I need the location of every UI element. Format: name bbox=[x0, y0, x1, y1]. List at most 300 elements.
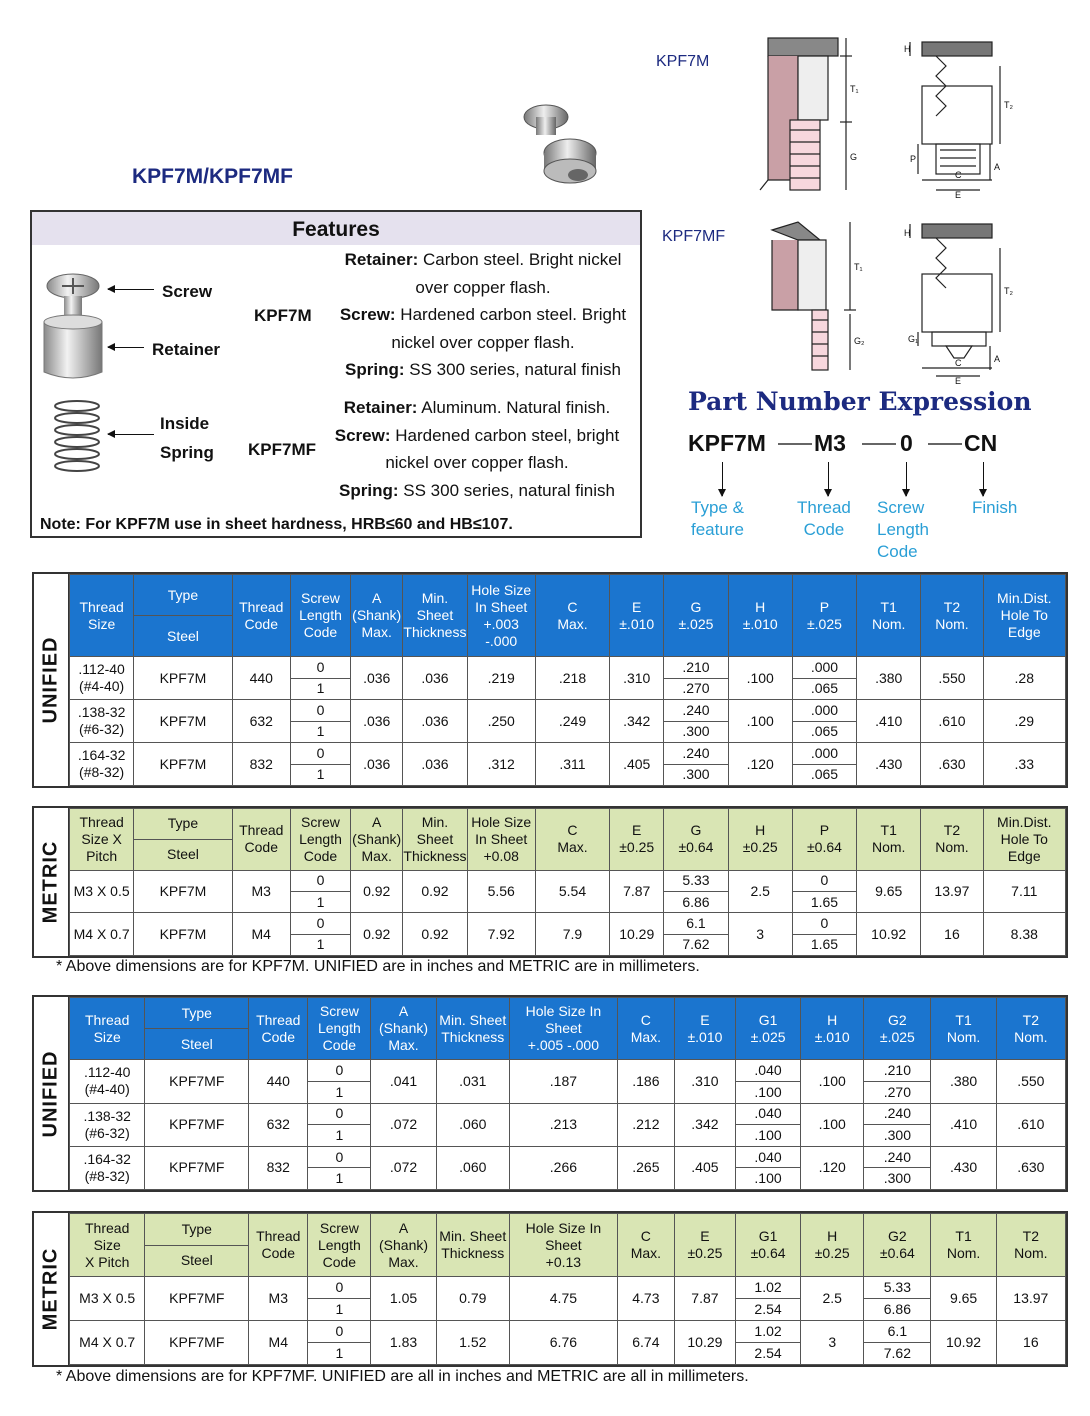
split-cell-top: .210 bbox=[864, 1060, 931, 1082]
table-cell: .031 bbox=[436, 1060, 509, 1103]
split-cell-top: 0 bbox=[308, 1146, 371, 1168]
split-cell-bottom: 1 bbox=[308, 1343, 371, 1365]
table-cell: .29 bbox=[983, 700, 1065, 743]
dim-t1-mf: T₁ bbox=[854, 262, 863, 272]
column-header: T1 Nom. bbox=[931, 1214, 996, 1277]
table-cell: 440 bbox=[249, 1060, 308, 1103]
table-cell: 2.5 bbox=[801, 1277, 864, 1321]
kpf7m-dimensions-note: * Above dimensions are for KPF7M. UNIFIED are in inches and METRIC are in millimeters. bbox=[56, 958, 700, 975]
split-cell-top: 0 bbox=[290, 870, 350, 891]
retainer-arrow bbox=[108, 347, 144, 348]
table-row bbox=[70, 657, 1066, 678]
column-header: A (Shank) Max. bbox=[371, 1214, 436, 1277]
split-cell-top: 0 bbox=[308, 1103, 371, 1125]
split-cell-top: 0 bbox=[308, 1321, 371, 1343]
split-cell-top: 5.33 bbox=[864, 1277, 931, 1299]
dim-h-mf: H bbox=[904, 228, 911, 238]
feature-line bbox=[324, 422, 630, 450]
split-cell-top: 0 bbox=[792, 913, 856, 934]
feature-line-text: nickel over copper flash. bbox=[391, 332, 575, 352]
pn-label-line: Thread bbox=[797, 498, 851, 517]
split-cell-top: .000 bbox=[792, 657, 856, 678]
split-cell-top: 0 bbox=[792, 870, 856, 891]
table-cell: 5.54 bbox=[535, 870, 609, 913]
table-cell: 1.83 bbox=[371, 1321, 436, 1365]
split-cell-top: 0 bbox=[290, 743, 350, 764]
table-cell: .250 bbox=[467, 700, 535, 743]
column-header: Min.Dist. Hole To Edge bbox=[983, 575, 1065, 657]
feature-line bbox=[324, 477, 630, 505]
column-header: Thread Code bbox=[249, 998, 308, 1060]
feature-line-key: Retainer: bbox=[344, 250, 419, 269]
column-header: Min. Sheet Thickness bbox=[403, 575, 467, 657]
header-row bbox=[70, 998, 1066, 1029]
dim-c: C bbox=[955, 170, 962, 180]
table-cell: M3 X 0.5 bbox=[70, 1277, 145, 1321]
pn-arrow bbox=[983, 462, 984, 496]
table-side-label bbox=[34, 574, 69, 786]
table-side-label bbox=[34, 1213, 69, 1365]
table-cell: .100 bbox=[728, 657, 792, 700]
table-cell: KPF7MF bbox=[145, 1103, 249, 1146]
table-cell: 0.79 bbox=[436, 1277, 509, 1321]
table-cell: .036 bbox=[403, 700, 467, 743]
split-cell-top: .240 bbox=[664, 700, 728, 721]
column-header: Screw Length Code bbox=[290, 809, 350, 871]
table-side-text: METRIC bbox=[39, 1247, 62, 1331]
table-cell: .120 bbox=[728, 743, 792, 786]
column-header: T2 Nom. bbox=[996, 998, 1065, 1060]
table-cell: .311 bbox=[535, 743, 609, 786]
table-row bbox=[70, 870, 1066, 891]
table-cell: 16 bbox=[921, 913, 983, 956]
kpf7m-description bbox=[330, 246, 636, 384]
table-cell: KPF7MF bbox=[145, 1060, 249, 1103]
column-header: T1 Nom. bbox=[857, 575, 921, 657]
table-cell: .138-32 (#6-32) bbox=[70, 700, 134, 743]
table-cell: .610 bbox=[921, 700, 983, 743]
table-cell: .380 bbox=[857, 657, 921, 700]
table-cell: .138-32 (#6-32) bbox=[70, 1103, 145, 1146]
kpf7mf-unified-table bbox=[32, 995, 1068, 1192]
table-cell: KPF7M bbox=[134, 657, 232, 700]
split-cell-bottom: 1.65 bbox=[792, 934, 856, 955]
table-cell: 7.87 bbox=[610, 870, 664, 913]
kpf7m-code: KPF7M bbox=[254, 306, 312, 325]
spec-table bbox=[69, 574, 1066, 786]
feature-line bbox=[330, 274, 636, 302]
split-cell-top: .000 bbox=[792, 743, 856, 764]
split-cell-top: 0 bbox=[290, 700, 350, 721]
column-header: Hole Size In Sheet +0.08 bbox=[467, 809, 535, 871]
kpf7mf-metric-table bbox=[32, 1211, 1068, 1367]
pn-label-line: Finish bbox=[972, 498, 1018, 517]
table-cell: 632 bbox=[232, 700, 290, 743]
table-cell: .112-40 (#4-40) bbox=[70, 657, 134, 700]
table-cell: .036 bbox=[403, 657, 467, 700]
header-type-steel: Steel bbox=[134, 839, 232, 870]
table-cell: .218 bbox=[535, 657, 609, 700]
column-header: C Max. bbox=[617, 998, 674, 1060]
column-header: E ±0.25 bbox=[610, 809, 664, 871]
kpf7m-unified-table bbox=[32, 572, 1068, 788]
feature-line bbox=[330, 329, 636, 357]
column-header: E ±.010 bbox=[610, 575, 664, 657]
table-row bbox=[70, 1146, 1066, 1168]
table-cell: .249 bbox=[535, 700, 609, 743]
features-note: Note: For KPF7M use in sheet hardness, HRB≤60 and HB≤107. bbox=[40, 516, 513, 533]
table-cell: M4 bbox=[232, 913, 290, 956]
split-cell-top: 0 bbox=[290, 657, 350, 678]
table-row bbox=[70, 743, 1066, 764]
column-header: T1 Nom. bbox=[857, 809, 921, 871]
screw-retainer-image bbox=[40, 272, 106, 384]
table-cell: .036 bbox=[403, 743, 467, 786]
table-cell: .036 bbox=[351, 700, 403, 743]
table-cell: .213 bbox=[509, 1103, 617, 1146]
column-header: Min.Dist. Hole To Edge bbox=[983, 809, 1065, 871]
split-cell-top: 0 bbox=[290, 913, 350, 934]
kpf7mf-code: KPF7MF bbox=[248, 440, 316, 459]
column-header: Hole Size In Sheet +0.13 bbox=[509, 1214, 617, 1277]
table-cell: .430 bbox=[857, 743, 921, 786]
split-cell-bottom: .100 bbox=[735, 1125, 800, 1147]
split-cell-top: 6.1 bbox=[864, 1321, 931, 1343]
label-spring: Spring bbox=[160, 443, 214, 462]
diagram-label-kpf7mf: KPF7MF bbox=[662, 228, 726, 245]
screw-arrow bbox=[108, 289, 154, 290]
pn-label-finish bbox=[972, 497, 1017, 519]
table-cell: 8.38 bbox=[983, 913, 1065, 956]
column-header: Thread Size X Pitch bbox=[70, 1214, 145, 1277]
header-type: Type bbox=[145, 1214, 249, 1246]
table-row bbox=[70, 1103, 1066, 1125]
dim-t1: T₁ bbox=[850, 84, 859, 94]
table-row bbox=[70, 700, 1066, 721]
table-cell: 10.92 bbox=[931, 1321, 996, 1365]
split-cell-top: .040 bbox=[735, 1146, 800, 1168]
label-retainer: Retainer bbox=[152, 340, 221, 359]
column-header: G1 ±0.64 bbox=[735, 1214, 800, 1277]
split-cell-bottom: 2.54 bbox=[735, 1299, 800, 1321]
table-cell: 6.76 bbox=[509, 1321, 617, 1365]
dim-t2-mf: T₂ bbox=[1004, 286, 1013, 296]
table-cell: .072 bbox=[371, 1103, 436, 1146]
column-header: Min. Sheet Thickness bbox=[403, 809, 467, 871]
split-cell-bottom: 1 bbox=[308, 1168, 371, 1190]
label-screw: Screw bbox=[162, 282, 213, 301]
table-cell: 832 bbox=[249, 1146, 308, 1189]
pn-code-finish: CN bbox=[964, 430, 998, 456]
table-cell: .100 bbox=[728, 700, 792, 743]
dim-e: E bbox=[955, 190, 962, 200]
table-cell: 16 bbox=[996, 1321, 1065, 1365]
split-cell-top: .240 bbox=[864, 1146, 931, 1168]
pn-label-length bbox=[877, 497, 929, 563]
column-header: Thread Code bbox=[232, 809, 290, 871]
feature-line-text: Carbon steel. Bright nickel bbox=[418, 250, 622, 269]
table-cell: KPF7M bbox=[134, 870, 232, 913]
feature-line-key: Screw: bbox=[339, 305, 396, 324]
column-header: Screw Length Code bbox=[290, 575, 350, 657]
table-cell: .212 bbox=[617, 1103, 674, 1146]
pn-dash bbox=[778, 443, 812, 445]
table-cell: 1.05 bbox=[371, 1277, 436, 1321]
pn-label-thread bbox=[797, 497, 851, 541]
feature-line-text: Hardened carbon steel. Bright bbox=[395, 305, 627, 324]
dim-p: P bbox=[910, 154, 917, 164]
kpf7mf-drawing bbox=[750, 210, 1030, 385]
header-type: Type bbox=[134, 809, 232, 840]
table-cell: 13.97 bbox=[996, 1277, 1065, 1321]
table-cell: .120 bbox=[801, 1146, 864, 1189]
split-cell-bottom: 1 bbox=[290, 934, 350, 955]
column-header: Screw Length Code bbox=[308, 998, 371, 1060]
column-header: P ±0.64 bbox=[792, 809, 856, 871]
table-cell: .610 bbox=[996, 1103, 1065, 1146]
table-cell: .187 bbox=[509, 1060, 617, 1103]
column-header: E ±.010 bbox=[674, 998, 735, 1060]
table-cell: .312 bbox=[467, 743, 535, 786]
feature-line-key: Spring: bbox=[345, 360, 405, 379]
table-cell: KPF7MF bbox=[145, 1321, 249, 1365]
column-header: Thread Code bbox=[232, 575, 290, 657]
split-cell-bottom: .270 bbox=[864, 1081, 931, 1103]
pn-code-thread: M3 bbox=[814, 430, 846, 456]
table-cell: 0.92 bbox=[403, 913, 467, 956]
dim-g1-mf: G₁ bbox=[908, 334, 919, 344]
split-cell-bottom: .065 bbox=[792, 678, 856, 699]
table-cell: 10.29 bbox=[674, 1321, 735, 1365]
split-cell-top: 0 bbox=[308, 1277, 371, 1299]
pn-label-line: feature bbox=[691, 520, 744, 539]
table-cell: .550 bbox=[921, 657, 983, 700]
features-box bbox=[30, 210, 642, 538]
dim-g2-mf: G₂ bbox=[854, 336, 865, 346]
column-header: H ±0.25 bbox=[728, 809, 792, 871]
split-cell-top: 5.33 bbox=[664, 870, 728, 891]
table-cell: 9.65 bbox=[857, 870, 921, 913]
split-cell-bottom: .065 bbox=[792, 721, 856, 742]
table-cell: 7.87 bbox=[674, 1277, 735, 1321]
table-cell: M3 X 0.5 bbox=[70, 870, 134, 913]
table-cell: .405 bbox=[674, 1146, 735, 1189]
split-cell-bottom: 2.54 bbox=[735, 1343, 800, 1365]
dim-g: G bbox=[850, 152, 858, 162]
pn-code-length: 0 bbox=[900, 430, 913, 456]
column-header: G1 ±.025 bbox=[735, 998, 800, 1060]
feature-line-text: Hardened carbon steel, bright bbox=[390, 425, 620, 445]
table-side-label bbox=[34, 808, 69, 956]
table-cell: M4 bbox=[249, 1321, 308, 1365]
dim-a: A bbox=[994, 162, 1001, 172]
table-row bbox=[70, 1060, 1066, 1082]
column-header: Min. Sheet Thickness bbox=[436, 998, 509, 1060]
header-type: Type bbox=[145, 998, 249, 1029]
column-header: G ±.025 bbox=[664, 575, 728, 657]
column-header: A (Shank) Max. bbox=[351, 575, 403, 657]
feature-line-text: nickel over copper flash. bbox=[385, 453, 569, 472]
split-cell-bottom: .300 bbox=[664, 721, 728, 742]
table-cell: .28 bbox=[983, 657, 1065, 700]
table-cell: .060 bbox=[436, 1146, 509, 1189]
dim-h: H bbox=[904, 44, 911, 54]
table-row bbox=[70, 1321, 1066, 1343]
feature-line bbox=[330, 301, 636, 329]
feature-line-text: Aluminum. Natural finish. bbox=[417, 398, 611, 417]
column-header: Thread Size bbox=[70, 575, 134, 657]
column-header: C Max. bbox=[535, 575, 609, 657]
table-cell: .550 bbox=[996, 1060, 1065, 1103]
column-header: G ±0.64 bbox=[664, 809, 728, 871]
column-header: A (Shank) Max. bbox=[371, 998, 436, 1060]
header-type-steel: Steel bbox=[134, 616, 232, 657]
split-cell-top: 1.02 bbox=[735, 1277, 800, 1299]
split-cell-bottom: 6.86 bbox=[664, 891, 728, 912]
table-cell: KPF7MF bbox=[145, 1277, 249, 1321]
table-cell: 1.52 bbox=[436, 1321, 509, 1365]
table-cell: .310 bbox=[610, 657, 664, 700]
feature-line bbox=[324, 394, 630, 422]
split-cell-bottom: 7.62 bbox=[864, 1343, 931, 1365]
table-cell: .036 bbox=[351, 657, 403, 700]
table-cell: 7.9 bbox=[535, 913, 609, 956]
table-cell: .266 bbox=[509, 1146, 617, 1189]
features-heading: Features bbox=[32, 212, 640, 245]
table-cell: 4.73 bbox=[617, 1277, 674, 1321]
split-cell-bottom: 1 bbox=[290, 764, 350, 785]
table-cell: .164-32 (#8-32) bbox=[70, 743, 134, 786]
dim-c-mf: C bbox=[955, 358, 962, 368]
pn-label-line: Code bbox=[803, 520, 845, 539]
table-cell: 7.92 bbox=[467, 913, 535, 956]
spec-table bbox=[69, 1213, 1066, 1365]
table-cell: .100 bbox=[801, 1060, 864, 1103]
column-header: T2 Nom. bbox=[921, 809, 983, 871]
split-cell-top: 6.1 bbox=[664, 913, 728, 934]
split-cell-top: .240 bbox=[864, 1103, 931, 1125]
kpf7mf-dimensions-note: * Above dimensions are for KPF7MF. UNIFIED are all in inches and METRIC are all in millimeters. bbox=[56, 1368, 749, 1385]
column-header: P ±.025 bbox=[792, 575, 856, 657]
table-cell: M4 X 0.7 bbox=[70, 1321, 145, 1365]
column-header: Screw Length Code bbox=[308, 1214, 371, 1277]
kpf7m-drawing bbox=[750, 30, 1030, 205]
column-header: Thread Size X Pitch bbox=[70, 809, 134, 871]
table-cell: .630 bbox=[921, 743, 983, 786]
table-cell: 3 bbox=[728, 913, 792, 956]
table-cell: 4.75 bbox=[509, 1277, 617, 1321]
product-photo bbox=[508, 95, 608, 190]
split-cell-bottom: 1 bbox=[308, 1125, 371, 1147]
column-header: Thread Code bbox=[249, 1214, 308, 1277]
table-cell: 0.92 bbox=[351, 913, 403, 956]
pn-arrow bbox=[906, 462, 907, 496]
split-cell-top: 0 bbox=[308, 1060, 371, 1082]
column-header: H ±.010 bbox=[801, 998, 864, 1060]
column-header: C Max. bbox=[535, 809, 609, 871]
pn-dash bbox=[928, 443, 962, 445]
table-cell: KPF7MF bbox=[145, 1146, 249, 1189]
table-cell: 13.97 bbox=[921, 870, 983, 913]
pn-label-line: Code bbox=[877, 542, 918, 561]
table-cell: .219 bbox=[467, 657, 535, 700]
table-cell: .630 bbox=[996, 1146, 1065, 1189]
dim-e-mf: E bbox=[955, 376, 962, 385]
table-cell: .310 bbox=[674, 1060, 735, 1103]
diagram-label-kpf7m: KPF7M bbox=[656, 53, 710, 70]
feature-line bbox=[324, 449, 630, 477]
table-cell: M4 X 0.7 bbox=[70, 913, 134, 956]
table-row bbox=[70, 913, 1066, 934]
dim-t2: T₂ bbox=[1004, 100, 1013, 110]
column-header: H ±0.25 bbox=[801, 1214, 864, 1277]
spec-table bbox=[69, 808, 1066, 956]
split-cell-bottom: .100 bbox=[735, 1081, 800, 1103]
header-type-steel: Steel bbox=[145, 1245, 249, 1277]
table-cell: .405 bbox=[610, 743, 664, 786]
split-cell-bottom: 1 bbox=[290, 678, 350, 699]
column-header: G2 ±0.64 bbox=[864, 1214, 931, 1277]
table-cell: 5.56 bbox=[467, 870, 535, 913]
table-cell: 440 bbox=[232, 657, 290, 700]
table-cell: 2.5 bbox=[728, 870, 792, 913]
split-cell-top: .210 bbox=[664, 657, 728, 678]
table-cell: .186 bbox=[617, 1060, 674, 1103]
table-cell: 10.92 bbox=[857, 913, 921, 956]
table-cell: 7.11 bbox=[983, 870, 1065, 913]
split-cell-bottom: 6.86 bbox=[864, 1299, 931, 1321]
split-cell-bottom: 1 bbox=[308, 1081, 371, 1103]
column-header: Thread Size bbox=[70, 998, 145, 1060]
column-header: T2 Nom. bbox=[996, 1214, 1065, 1277]
split-cell-bottom: .300 bbox=[864, 1168, 931, 1190]
split-cell-top: .000 bbox=[792, 700, 856, 721]
split-cell-bottom: .065 bbox=[792, 764, 856, 785]
column-header: Hole Size In Sheet +.005 -.000 bbox=[509, 998, 617, 1060]
column-header: Hole Size In Sheet +.003 -.000 bbox=[467, 575, 535, 657]
table-cell: .342 bbox=[674, 1103, 735, 1146]
pn-arrow bbox=[722, 462, 723, 496]
split-cell-top: .240 bbox=[664, 743, 728, 764]
kpf7mf-description bbox=[324, 394, 630, 504]
header-row bbox=[70, 1214, 1066, 1246]
pn-code-type: KPF7M bbox=[688, 430, 766, 456]
feature-line-key: Retainer: bbox=[343, 398, 418, 417]
spring-image bbox=[50, 398, 104, 474]
table-cell: .410 bbox=[857, 700, 921, 743]
split-cell-top: .040 bbox=[735, 1060, 800, 1082]
column-header: A (Shank) Max. bbox=[351, 809, 403, 871]
split-cell-bottom: .300 bbox=[864, 1125, 931, 1147]
pn-label-line: Type & bbox=[691, 498, 744, 517]
table-side-text: UNIFIED bbox=[39, 636, 62, 724]
pn-dash bbox=[862, 443, 896, 445]
split-cell-bottom: 7.62 bbox=[664, 934, 728, 955]
label-inside: Inside bbox=[160, 414, 210, 433]
feature-line bbox=[330, 356, 636, 384]
split-cell-bottom: 1.65 bbox=[792, 891, 856, 912]
pn-arrow bbox=[828, 462, 829, 496]
table-cell: .072 bbox=[371, 1146, 436, 1189]
table-cell: 0.92 bbox=[403, 870, 467, 913]
split-cell-bottom: .300 bbox=[664, 764, 728, 785]
table-cell: 6.74 bbox=[617, 1321, 674, 1365]
split-cell-bottom: .270 bbox=[664, 678, 728, 699]
dim-a-mf: A bbox=[994, 354, 1001, 364]
table-cell: .036 bbox=[351, 743, 403, 786]
table-cell: 10.29 bbox=[610, 913, 664, 956]
split-cell-bottom: 1 bbox=[290, 891, 350, 912]
